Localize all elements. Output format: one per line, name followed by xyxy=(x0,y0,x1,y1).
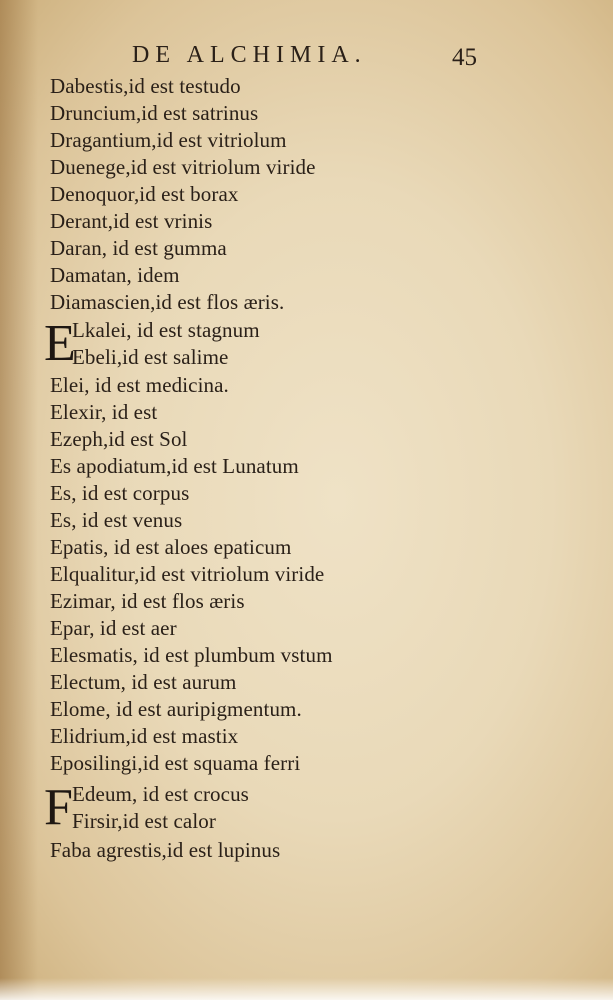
entry-line: Derant,id est vrinis xyxy=(50,209,213,233)
entry-line: Elome, id est auripigmentum. xyxy=(50,697,302,721)
entry-line: Epatis, id est aloes epaticum xyxy=(50,535,292,559)
entry-line: Dragantium,id est vitriolum xyxy=(50,128,287,152)
entry-line: Firsir,id est calor xyxy=(72,809,216,833)
entry-line: Dabestis,id est testudo xyxy=(50,74,241,98)
entry-line: Elei, id est medicina. xyxy=(50,373,229,397)
entry-line: Diamascien,id est flos æris. xyxy=(50,290,285,314)
running-head: DE ALCHIMIA. xyxy=(132,42,367,68)
entry-line: Ebeli,id est salime xyxy=(72,345,229,369)
entry-line: Druncium,id est satrinus xyxy=(50,101,259,125)
entry-line: Es apodiatum,id est Lunatum xyxy=(50,454,299,478)
page-number: 45 xyxy=(452,44,477,71)
entry-line: Es, id est corpus xyxy=(50,481,190,505)
entry-line: Daran, id est gumma xyxy=(50,236,227,260)
entry-line: Electum, id est aurum xyxy=(50,670,237,694)
entry-line: Elqualitur,id est vitriolum viride xyxy=(50,562,325,586)
entry-line: Duenege,id est vitriolum viride xyxy=(50,155,316,179)
entry-line: Edeum, id est crocus xyxy=(72,782,249,806)
entry-line: Elidrium,id est mastix xyxy=(50,724,239,748)
entry-line: Lkalei, id est stagnum xyxy=(72,318,260,342)
spine-shadow xyxy=(0,0,38,1000)
entry-line: Faba agrestis,id est lupinus xyxy=(50,838,281,862)
entry-line: Ezimar, id est flos æris xyxy=(50,589,245,613)
drop-initial-e: E xyxy=(44,315,76,372)
entry-line: Epar, id est aer xyxy=(50,616,177,640)
entry-line: Elexir, id est xyxy=(50,400,158,424)
drop-initial-f: F xyxy=(44,779,73,836)
entry-line: Elesmatis, id est plumbum vstum xyxy=(50,643,333,667)
entry-line: Eposilingi,id est squama ferri xyxy=(50,751,301,775)
entry-line: Damatan, idem xyxy=(50,263,180,287)
entry-line: Ezeph,id est Sol xyxy=(50,427,188,451)
entry-line: Denoquor,id est borax xyxy=(50,182,239,206)
page-edge xyxy=(0,978,613,1000)
entry-line: Es, id est venus xyxy=(50,508,183,532)
